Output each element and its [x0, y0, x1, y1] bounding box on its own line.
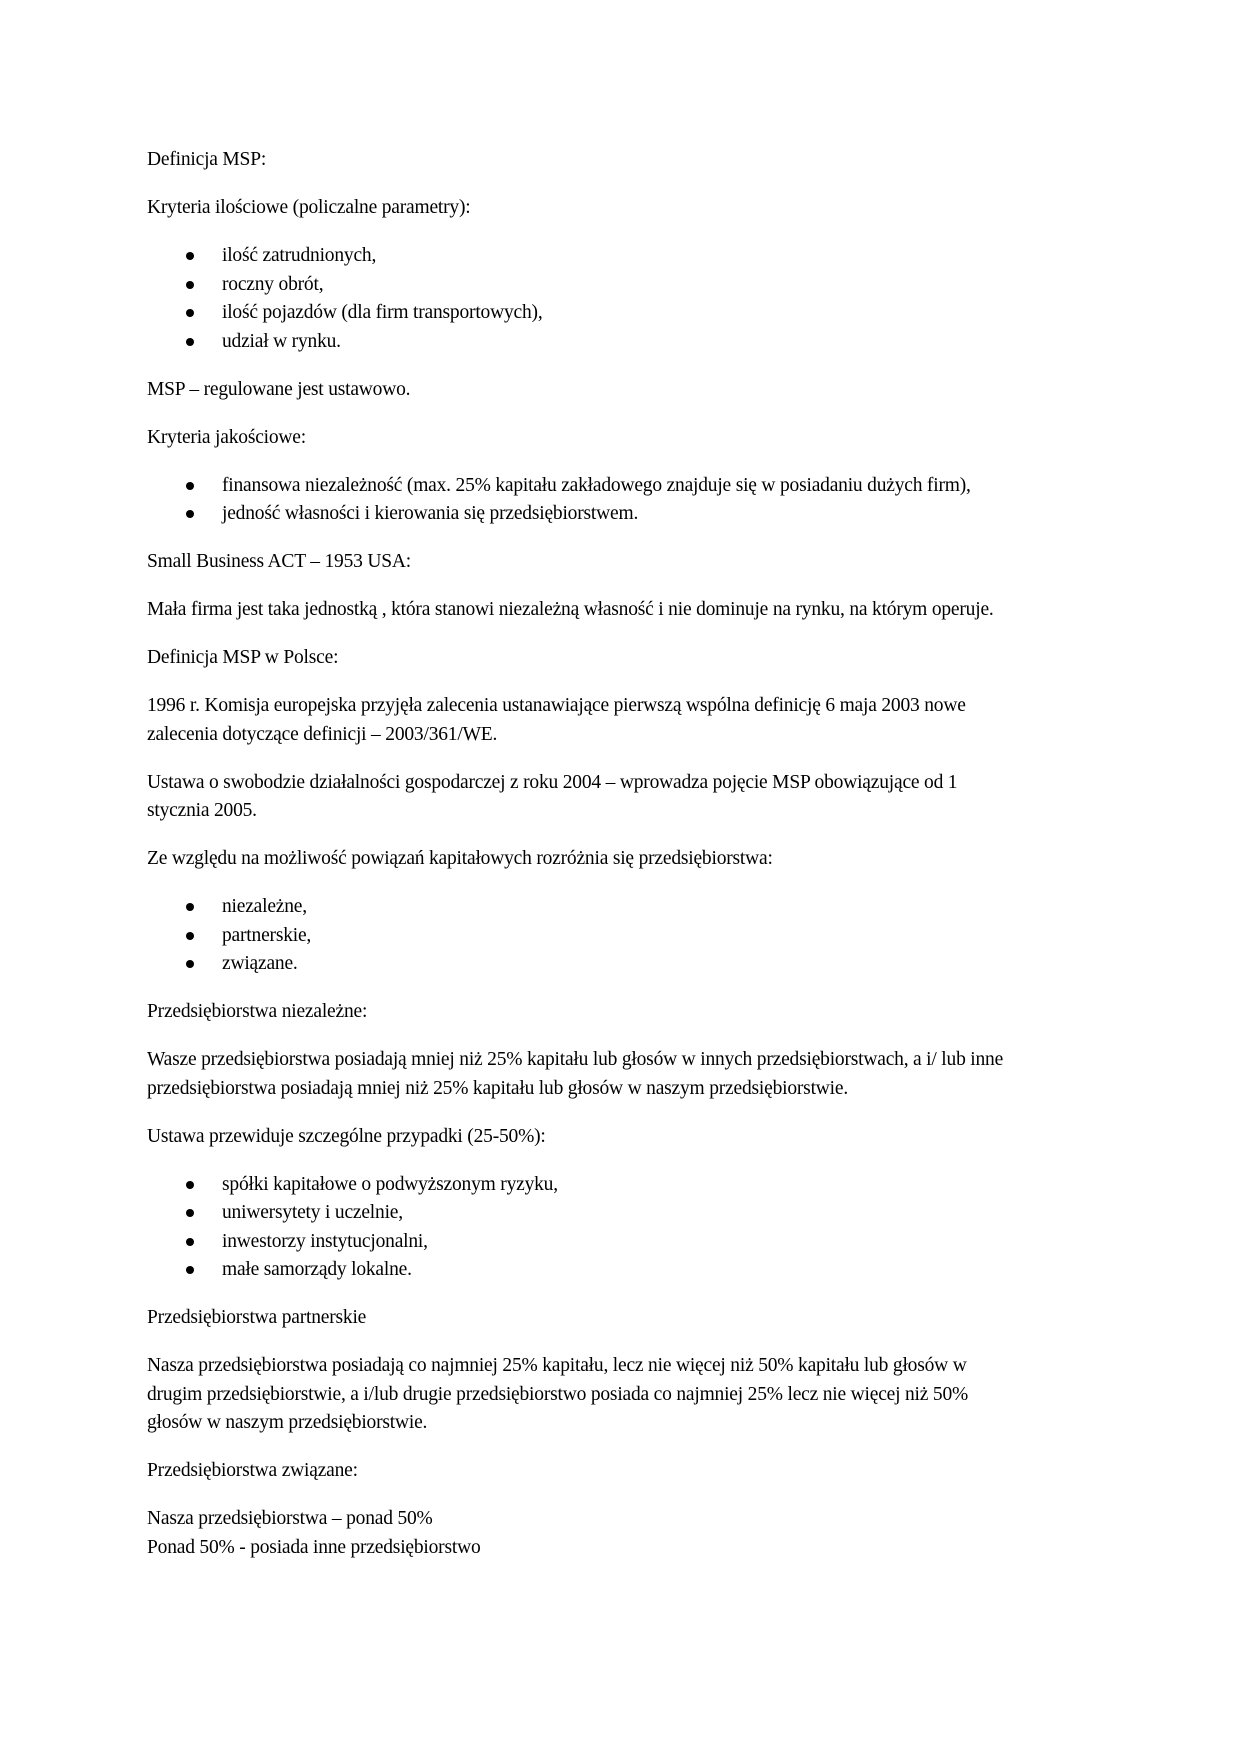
text-line: Ze względu na możliwość powiązań kapitałowych rozróżnia się przedsiębiorstwa: [147, 848, 773, 869]
bullet-icon [186, 252, 194, 260]
paragraph [147, 376, 1107, 405]
text-line: Mała firma jest taka jednostką , która stanowi niezależną własność i nie dominuje na rynku, na którym operuje. [147, 599, 994, 620]
text-line: MSP – regulowane jest ustawowo. [147, 378, 411, 400]
paragraph [147, 1505, 1107, 1562]
text-line: zalecenia dotyczące definicji – 2003/361/WE. [147, 723, 498, 745]
paragraph [147, 424, 1107, 453]
list-item-text: ilość zatrudnionych, [222, 245, 377, 266]
paragraph [147, 146, 1107, 175]
bullet-icon [186, 1238, 194, 1246]
text-line: drugim przedsiębiorstwie, a i/lub drugie przedsiębiorstwo posiada co najmniej 25% lecz nie więcej niż 50% [147, 1383, 969, 1405]
text-line: Przedsiębiorstwa związane: [147, 1460, 358, 1481]
bullet-icon [186, 960, 194, 968]
bullet-icon [186, 338, 194, 346]
bullet-icon [186, 309, 194, 317]
text-line: Ustawa o swobodzie działalności gospodarczej z roku 2004 – wprowadza pojęcie MSP obowiązujące od 1 [147, 771, 958, 793]
list-item [147, 922, 1107, 951]
text-line: Definicja MSP w Polsce: [147, 647, 339, 668]
list-item-text: jedność własności i kierowania się przedsiębiorstwem. [222, 503, 639, 524]
text-line: Kryteria jakościowe: [147, 426, 306, 448]
paragraph [147, 596, 1107, 625]
bullet-list [147, 472, 1107, 529]
bullet-icon [186, 903, 194, 911]
paragraph [147, 1457, 1107, 1486]
bullet-icon [186, 482, 194, 490]
paragraph [147, 1304, 1107, 1333]
document-page [147, 146, 1107, 1582]
paragraph [147, 1123, 1107, 1152]
bullet-list [147, 1171, 1107, 1285]
text-line: Ustawa przewiduje szczególne przypadki (25-50%): [147, 1125, 546, 1147]
text-line: 1996 r. Komisja europejska przyjęła zalecenia ustanawiające pierwszą wspólna definicję 6 maja 2003 nowe [147, 695, 966, 716]
list-item [147, 1171, 1107, 1200]
list-item [147, 500, 1107, 529]
list-item [147, 328, 1107, 357]
paragraph [147, 769, 1107, 826]
list-item [147, 1256, 1107, 1285]
paragraph [147, 1046, 1107, 1103]
text-line: przedsiębiorstwa posiadają mniej niż 25% kapitału lub głosów w naszym przedsiębiorstwie. [147, 1077, 849, 1099]
bullet-list [147, 893, 1107, 979]
list-item [147, 242, 1107, 271]
text-line: Wasze przedsiębiorstwa posiadają mniej niż 25% kapitału lub głosów w innych przedsiębiorstwach, a i/ lub inne [147, 1049, 1004, 1070]
list-item [147, 1199, 1107, 1228]
list-item-text: finansowa niezależność (max. 25% kapitału zakładowego znajduje się w posiadaniu dużych firm), [222, 474, 971, 496]
text-line: Small Business ACT – 1953 USA: [147, 551, 411, 572]
text-line: Przedsiębiorstwa partnerskie [147, 1307, 367, 1328]
paragraph [147, 644, 1107, 673]
list-item-text: spółki kapitałowe o podwyższonym ryzyku, [222, 1173, 558, 1195]
text-line: Przedsiębiorstwa niezależne: [147, 1001, 368, 1022]
list-item-text: roczny obrót, [222, 273, 324, 295]
list-item [147, 1228, 1107, 1257]
list-item-text: małe samorządy lokalne. [222, 1259, 412, 1280]
list-item-text: uniwersytety i uczelnie, [222, 1202, 403, 1223]
text-line: Definicja MSP: [147, 149, 267, 170]
list-item-text: niezależne, [222, 896, 307, 917]
paragraph [147, 548, 1107, 577]
list-item [147, 472, 1107, 501]
list-item [147, 299, 1107, 328]
paragraph [147, 845, 1107, 874]
list-item [147, 271, 1107, 300]
bullet-icon [186, 1181, 194, 1189]
bullet-icon [186, 932, 194, 940]
text-line: głosów w naszym przedsiębiorstwie. [147, 1412, 428, 1433]
text-line: Ponad 50% - posiada inne przedsiębiorstwo [147, 1536, 481, 1558]
bullet-icon [186, 510, 194, 518]
list-item-text: inwestorzy instytucjonalni, [222, 1230, 428, 1252]
list-item-text: związane. [222, 953, 298, 974]
list-item-text: udział w rynku. [222, 330, 341, 352]
list-item [147, 950, 1107, 979]
bullet-icon [186, 1209, 194, 1217]
list-item-text: partnerskie, [222, 924, 312, 946]
list-item [147, 893, 1107, 922]
text-line: Nasza przedsiębiorstwa posiadają co najmniej 25% kapitału, lecz nie więcej niż 50% kapitału lub głosów w [147, 1355, 967, 1376]
bullet-icon [186, 1266, 194, 1274]
paragraph [147, 194, 1107, 223]
bullet-list [147, 242, 1107, 356]
paragraph [147, 1352, 1107, 1438]
bullet-icon [186, 281, 194, 289]
paragraph [147, 692, 1107, 749]
text-line: stycznia 2005. [147, 800, 257, 821]
paragraph [147, 998, 1107, 1027]
text-line: Nasza przedsiębiorstwa – ponad 50% [147, 1508, 433, 1529]
text-line: Kryteria ilościowe (policzalne parametry): [147, 197, 471, 218]
list-item-text: ilość pojazdów (dla firm transportowych), [222, 302, 543, 323]
